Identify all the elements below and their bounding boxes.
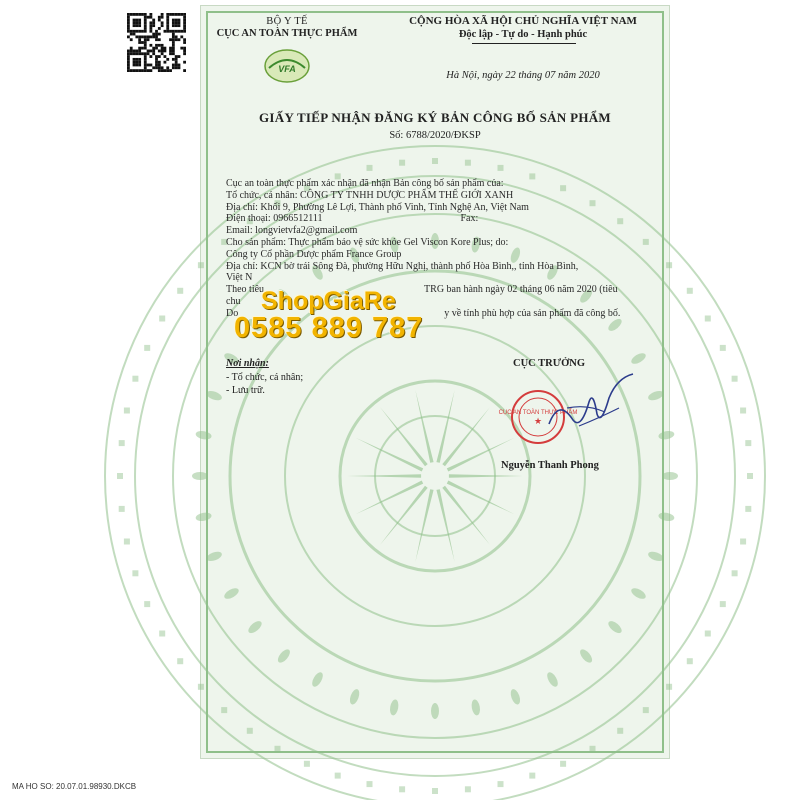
recipient-item: - Lưu trữ. [226, 385, 265, 396]
body-line: Địa chỉ: KCN bờ trái Sông Đà, phường Hữu Nghị, thành phố Hòa Bình,, tỉnh Hòa Bình, [226, 260, 579, 272]
drum-band-mark [740, 539, 746, 545]
body-line: Điện thoại: 0966512111 Fax: [226, 213, 479, 225]
document-number: Số: 6788/2020/ĐKSP [389, 130, 481, 141]
drum-band-mark [177, 288, 183, 294]
signer-title: CỤC TRƯỞNG [513, 358, 586, 369]
drum-band-mark [687, 658, 693, 664]
drum-band-mark [144, 601, 150, 607]
svg-text:★: ★ [533, 416, 543, 426]
motto-underline [472, 43, 576, 44]
drum-band-mark [732, 376, 738, 382]
recipient-item: - Tổ chức, cá nhân; [226, 372, 304, 383]
drum-band-mark [705, 631, 711, 637]
handwritten-signature [539, 368, 637, 440]
drum-band-mark [144, 345, 150, 351]
body-line: Do y về tính phù hợp của sản phẩm đã công bố. [226, 307, 621, 319]
body-line: Tổ chức, cá nhân: CÔNG TY TNHH DƯỢC PHẨM THẾ GIỚI XANH [226, 189, 514, 201]
drum-band-mark [124, 539, 130, 545]
agency-name: CỤC AN TOÀN THỰC PHẨM [216, 28, 358, 39]
document-title: GIẤY TIẾP NHẬN ĐĂNG KÝ BẢN CÔNG BỐ SẢN PHẨM [258, 110, 611, 125]
body-line: chu [226, 295, 241, 307]
logo-text: VFA [278, 64, 296, 74]
qr-code [127, 13, 186, 72]
body-line: Cục an toàn thực phẩm xác nhận đã nhận Bản công bố sản phẩm của: [226, 178, 504, 189]
body-line: Email: longvietvfa2@gmail.com [226, 225, 358, 237]
drum-band-mark [432, 788, 438, 794]
signer-name: Nguyễn Thanh Phong [501, 460, 599, 471]
drum-band-mark [732, 570, 738, 576]
drum-band-mark [399, 786, 405, 792]
body-line: Địa chỉ: Khối 9, Phường Lê Lợi, Thành phố Vinh, Tỉnh Nghệ An, Việt Nam [226, 201, 529, 213]
shop-watermark: ShopGiaRe [261, 287, 396, 315]
national-motto: Độc lập - Tự do - Hạnh phúc [458, 29, 588, 40]
drum-band-mark [745, 506, 751, 512]
body-line: Việt N [226, 272, 253, 284]
body-line: Công ty Cổ phần Dược phẩm France Group [226, 248, 402, 260]
vfa-logo-icon [263, 48, 311, 84]
drum-band-mark [720, 345, 726, 351]
drum-band-mark [124, 408, 130, 414]
ministry-name: BỘ Y TẾ [266, 16, 308, 27]
republic-heading: CỘNG HÒA XÃ HỘI CHỦ NGHĨA VIỆT NAM [409, 15, 637, 27]
record-code: MA HO SO: 20.07.01.98930.DKCB [12, 782, 137, 791]
drum-band-mark [177, 658, 183, 664]
drum-band-mark [159, 631, 165, 637]
fax-label: Fax: [460, 213, 479, 225]
body-line: Theo tiêu TRG ban hành ngày 02 tháng 06 năm 2020 (tiêu [226, 284, 618, 296]
body-line: Cho sản phẩm: Thực phẩm bảo vệ sức khỏe Gel Viscon Kore Plus; do: [226, 236, 509, 248]
drum-band-mark [687, 288, 693, 294]
drum-band-mark [119, 440, 125, 446]
drum-band-mark [119, 506, 125, 512]
recipients-label: Nơi nhận: [226, 358, 269, 369]
drum-band-mark [117, 473, 123, 479]
drum-band-mark [705, 316, 711, 322]
drum-band-mark [367, 781, 373, 787]
drum-band-mark [159, 316, 165, 322]
drum-band-mark [720, 601, 726, 607]
phone-watermark: 0585 889 787 [234, 312, 424, 344]
drum-band-mark [498, 781, 504, 787]
drum-band-mark [745, 440, 751, 446]
drum-band-mark [747, 473, 753, 479]
drum-band-mark [304, 761, 310, 767]
drum-band-mark [740, 408, 746, 414]
drum-band-mark [560, 761, 566, 767]
certificate-page [200, 5, 670, 759]
issue-date: Hà Nội, ngày 22 tháng 07 năm 2020 [446, 70, 600, 81]
drum-band-mark [465, 786, 471, 792]
drum-band-mark [132, 376, 138, 382]
drum-band-mark [529, 773, 535, 779]
stamp-text: CỤC AN TOÀN THỰC PHẨM [498, 410, 578, 416]
drum-band-mark [335, 773, 341, 779]
drum-band-mark [132, 570, 138, 576]
